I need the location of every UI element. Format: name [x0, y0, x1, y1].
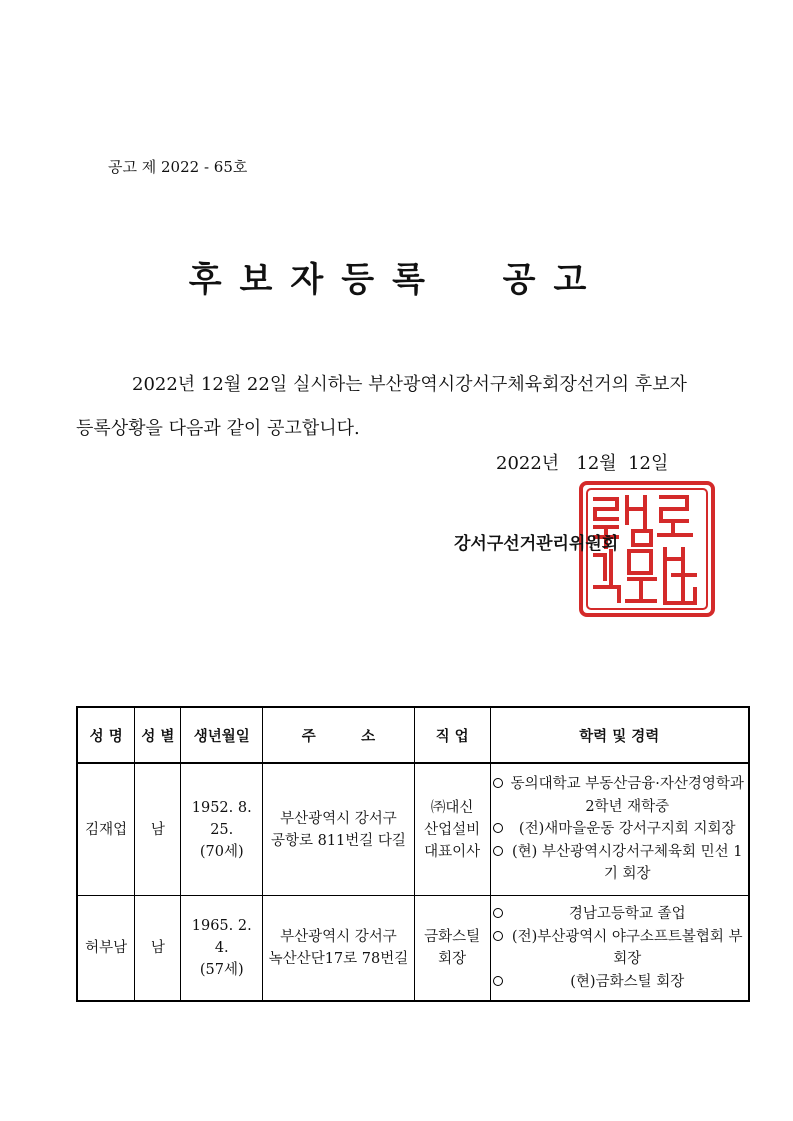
- candidate-address: [263, 896, 415, 1002]
- address-line: 녹산산단17로 78번길: [268, 951, 409, 967]
- candidate-job: [414, 763, 490, 896]
- table-row: [77, 896, 749, 1002]
- age: (57세): [199, 962, 244, 978]
- committee-name: 강서구선거관리위원회: [454, 534, 619, 554]
- career-text: (전)새마을운동 강서구지회 지회장: [518, 821, 736, 838]
- table-row: [77, 763, 749, 896]
- circle-bullet-icon: [493, 908, 503, 918]
- address-line: 공항로 811번길 다길: [270, 832, 406, 849]
- address-line: 부산광역시 강서구: [280, 810, 397, 827]
- career-text: (현)금화스틸 회장: [570, 973, 685, 990]
- career-item: [493, 903, 747, 926]
- circle-bullet-icon: [493, 778, 503, 788]
- birth-date: 1965. 2. 4.: [191, 918, 252, 956]
- notice-date: 2022년 12월 12일: [496, 453, 669, 474]
- notice-body-line2: 등록상황을 다음과 같이 공고합니다.: [76, 418, 360, 439]
- header-gender: 성 별: [135, 707, 181, 763]
- candidate-career: [490, 763, 749, 896]
- candidate-career: [490, 896, 749, 1002]
- header-career: 학력 및 경력: [490, 707, 749, 763]
- job-line: ㈜대신: [430, 799, 474, 816]
- candidate-birth: [181, 763, 263, 896]
- job-line: 금화스틸: [424, 929, 481, 945]
- candidate-job: [414, 896, 490, 1002]
- address-line: 부산광역시 강서구: [280, 929, 397, 945]
- notice-number: 공고 제 2022 - 65호: [108, 158, 248, 176]
- career-text: (현) 부산광역시강서구체육회 민선 1기 회장: [512, 843, 743, 883]
- career-text: 경남고등학교 졸업: [568, 906, 686, 922]
- job-line: 회장: [438, 951, 467, 967]
- candidate-gender: 남: [135, 763, 181, 896]
- career-item: [493, 773, 747, 818]
- page-title: 후보자등록 공고: [188, 260, 605, 300]
- candidate-table: [76, 706, 750, 1002]
- career-text: (전)부산광역시 야구소프트볼협회 부회장: [511, 928, 743, 967]
- candidate-address: [263, 763, 415, 896]
- circle-bullet-icon: [493, 931, 503, 941]
- job-line: 산업설비: [424, 821, 481, 838]
- notice-body-line1: 2022년 12월 22일 실시하는 부산광역시강서구체육회장선거의 후보자: [132, 374, 687, 395]
- candidate-gender: 남: [135, 896, 181, 1002]
- table-header-row: [77, 707, 749, 763]
- career-item: [493, 926, 747, 971]
- header-job: 직 업: [414, 707, 490, 763]
- job-line: 대표이사: [424, 843, 481, 860]
- header-name: 성 명: [77, 707, 135, 763]
- career-item: [493, 971, 747, 994]
- candidate-birth: [181, 896, 263, 1002]
- career-item: [493, 818, 747, 841]
- header-birthdate: 생년월일: [181, 707, 263, 763]
- career-item: [493, 841, 747, 886]
- header-address: 주 소: [263, 707, 415, 763]
- circle-bullet-icon: [493, 976, 503, 986]
- age: (70세): [199, 843, 244, 860]
- candidate-name: 허부남: [77, 896, 135, 1002]
- circle-bullet-icon: [493, 846, 503, 856]
- circle-bullet-icon: [493, 823, 503, 833]
- career-text: 동의대학교 부동산금융·자산경영학과 2학년 재학중: [510, 776, 744, 815]
- birth-date: 1952. 8. 25.: [191, 799, 252, 838]
- candidate-name: 김재업: [77, 763, 135, 896]
